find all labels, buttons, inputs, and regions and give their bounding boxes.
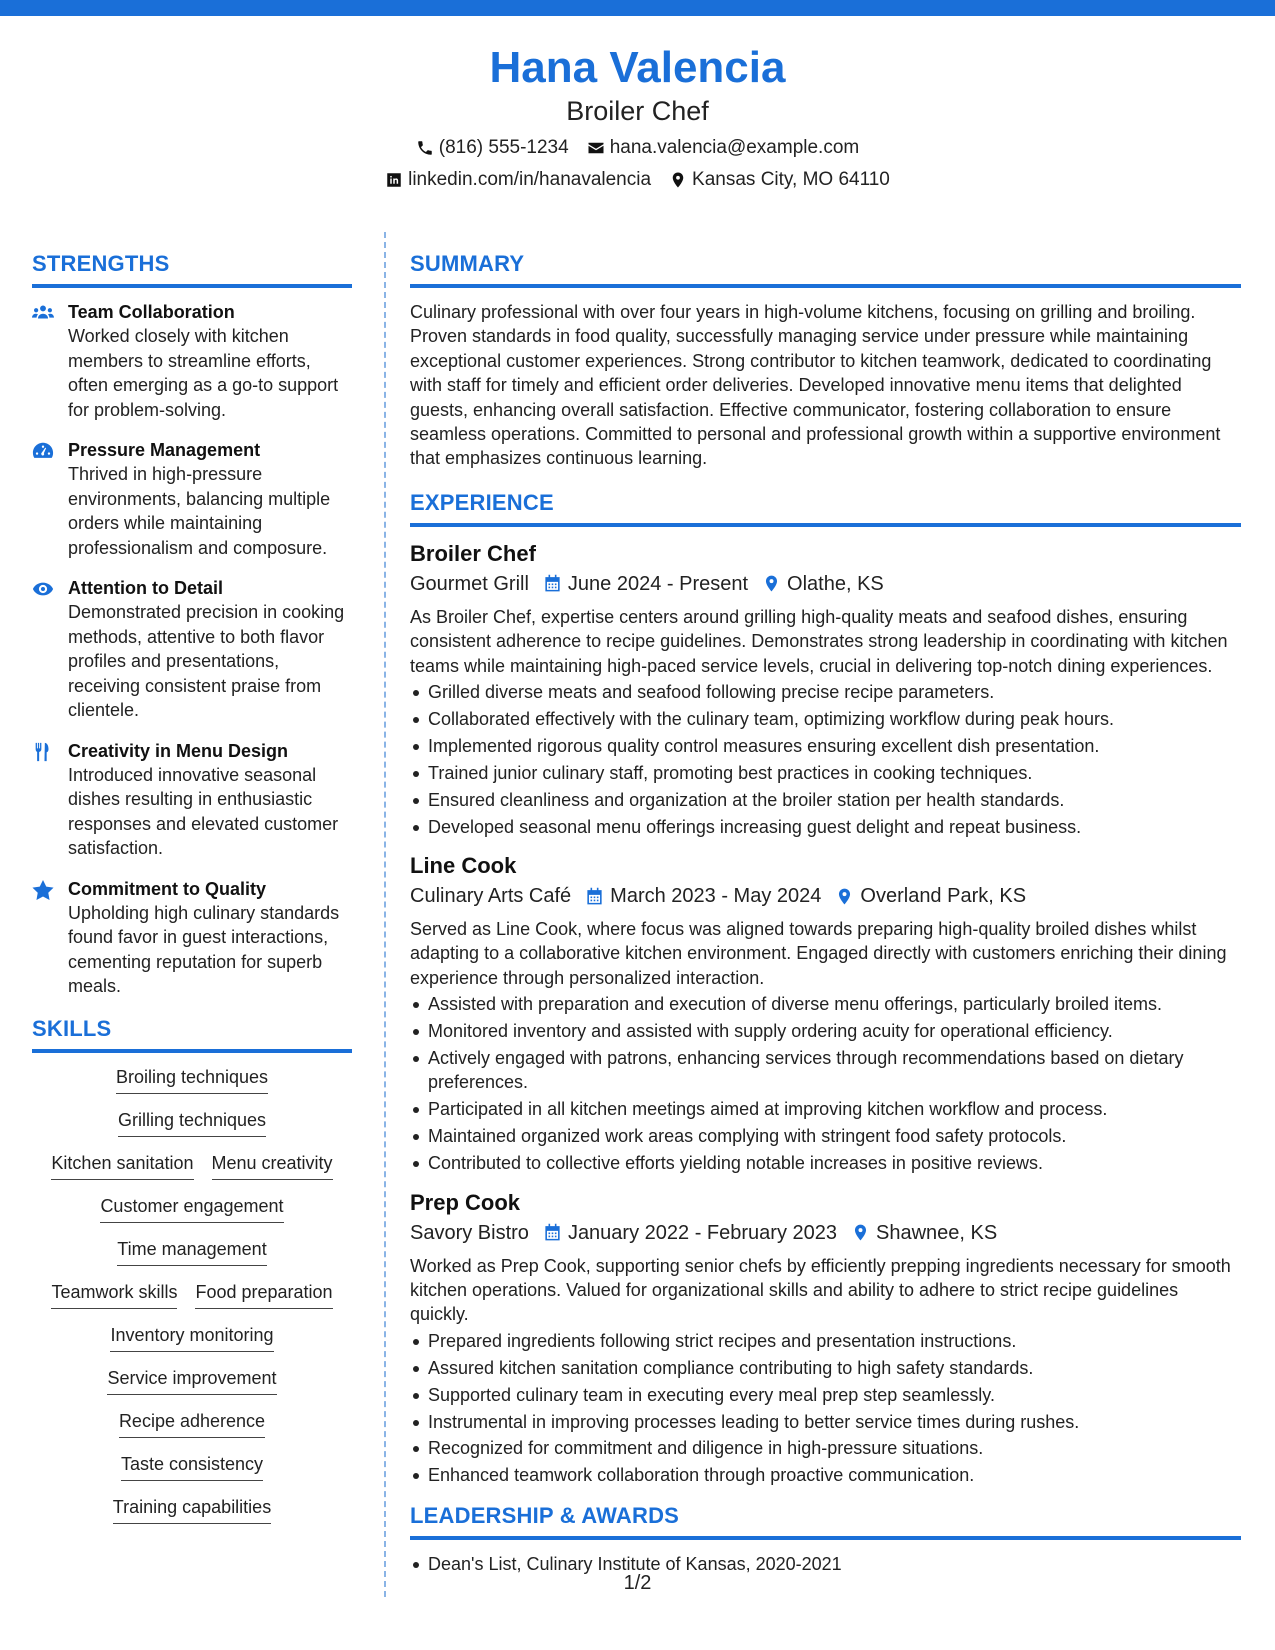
skill-tag: Kitchen sanitation [51, 1151, 193, 1180]
eye-icon [32, 579, 54, 599]
job-location: Overland Park, KS [860, 885, 1027, 907]
experience-heading: EXPERIENCE [410, 489, 1241, 527]
job-meta [410, 881, 1241, 911]
skill-tag: Grilling techniques [118, 1108, 266, 1137]
job-entry [410, 851, 1241, 1176]
strength-item [32, 576, 352, 723]
job-location: Shawnee, KS [876, 1221, 998, 1244]
job-entry [410, 1188, 1241, 1488]
job-title: Line Cook [410, 853, 517, 878]
skill-tag: Menu creativity [212, 1151, 333, 1180]
list-item: Dean's List, Culinary Institute of Kansas, 2020-2021 [410, 1552, 1241, 1576]
strength-item [32, 739, 352, 861]
strength-item [32, 300, 352, 422]
calendar-icon [543, 574, 562, 593]
job-company: Culinary Arts Café [410, 885, 572, 907]
skills-heading: SKILLS [32, 1015, 352, 1053]
list-item: Trained junior culinary staff, promoting best practices in cooking techniques. [410, 761, 1241, 785]
star-icon [32, 880, 54, 900]
list-item: Developed seasonal menu offerings increasing guest delight and repeat business. [410, 815, 1241, 839]
strengths-section [32, 250, 352, 999]
top-accent-bar [0, 0, 1275, 16]
strengths-heading: STRENGTHS [32, 250, 352, 288]
job-company: Gourmet Grill [410, 572, 529, 595]
skill-tag: Teamwork skills [51, 1280, 177, 1309]
calendar-icon [585, 887, 604, 906]
utensils-icon [32, 742, 54, 762]
job-bullets [410, 680, 1241, 839]
job-bullets [410, 992, 1241, 1175]
awards-heading: LEADERSHIP & AWARDS [410, 1502, 1241, 1540]
linkedin-icon [385, 171, 403, 189]
skills-list [32, 1065, 352, 1538]
envelope-icon [587, 139, 605, 157]
map-pin-icon [851, 1223, 870, 1242]
strength-desc: Demonstrated precision in cooking methods, attentive to both flavor profiles and presentations, receiving consistent praise from clientele. [68, 602, 345, 720]
job-description: Served as Line Cook, where focus was aligned towards preparing high-quality broiled dishes whilst adapting to a collaborative kitchen environment. Engaged directly with customers enriching their dining experience through personalized interaction. [410, 919, 1227, 988]
skill-tag: Broiling techniques [116, 1065, 268, 1094]
list-item: Participated in all kitchen meetings aimed at improving kitchen workflow and process. [410, 1097, 1241, 1121]
page-number: 1/2 [623, 1572, 652, 1594]
job-dates: March 2023 - May 2024 [610, 885, 822, 907]
skill-tag: Inventory monitoring [110, 1323, 273, 1352]
skill-tag: Service improvement [107, 1366, 276, 1395]
awards-section [410, 1502, 1241, 1576]
contact-row-2 [0, 168, 1275, 192]
list-item: Ensured cleanliness and organization at the broiler station per health standards. [410, 788, 1241, 812]
linkedin-text: linkedin.com/in/hanavalencia [408, 169, 652, 190]
strength-name: Commitment to Quality [68, 878, 267, 899]
list-item: Assisted with preparation and execution of diverse menu offerings, particularly broiled items. [410, 992, 1241, 1016]
list-item: Implemented rigorous quality control measures ensuring excellent dish presentation. [410, 734, 1241, 758]
list-item: Prepared ingredients following strict recipes and presentation instructions. [410, 1329, 1241, 1353]
resume-header [0, 40, 1275, 192]
strength-desc: Upholding high culinary standards found favor in guest interactions, cementing reputation for superb meals. [68, 902, 340, 996]
location-text: Kansas City, MO 64110 [692, 169, 890, 190]
gauge-icon [32, 441, 54, 461]
candidate-name: Hana Valencia [489, 43, 786, 92]
skill-tag: Customer engagement [100, 1194, 283, 1223]
contact-row-1 [0, 136, 1275, 160]
calendar-icon [543, 1223, 562, 1242]
map-pin-icon [835, 887, 854, 906]
list-item: Contributed to collective efforts yielding notable increases in positive reviews. [410, 1151, 1241, 1175]
strength-desc: Introduced innovative seasonal dishes resulting in enthusiastic responses and elevated customer satisfaction. [68, 764, 339, 858]
skill-tag: Training capabilities [113, 1495, 271, 1524]
right-column [410, 250, 1241, 1579]
job-location: Olathe, KS [787, 572, 884, 595]
job-description: Worked as Prep Cook, supporting senior chefs by efficiently prepping ingredients necessary for smooth kitchen operations. Valued for organizational skills and ability to adhere to strict recipe guidelines quickly. [410, 1255, 1231, 1325]
map-pin-icon [669, 171, 687, 189]
list-item: Instrumental in improving processes leading to better service times during rushes. [410, 1410, 1241, 1434]
strength-name: Attention to Detail [68, 578, 223, 598]
job-meta [410, 1218, 1241, 1248]
job-dates: June 2024 - Present [567, 572, 749, 595]
summary-text: Culinary professional with over four years in high-volume kitchens, focusing on grilling and broiling. Proven standards in food quality, successfully managing service under pressure while maintaining exceptional customer experiences. Strong contributor to kitchen teamwork, dedicated to coordinating with staff for timely and efficient order deliveries. Developed innovative menu items that delighted guests, enhancing overall satisfaction. Effective communicator, fostering collaboration to ensure seamless operations. Committed to personal and professional growth within a supportive environment that emphasizes continuous learning. [410, 302, 1221, 469]
left-column [32, 250, 352, 1538]
column-divider [384, 232, 386, 1597]
candidate-title: Broiler Chef [566, 96, 709, 126]
list-item: Enhanced teamwork collaboration through proactive communication. [410, 1463, 1241, 1487]
skills-section [32, 1015, 352, 1538]
job-dates: January 2022 - February 2023 [567, 1221, 837, 1244]
summary-heading: SUMMARY [410, 250, 1241, 288]
contact-phone[interactable] [416, 136, 569, 160]
job-company: Savory Bistro [410, 1221, 529, 1244]
strength-desc: Thrived in high-pressure environments, balancing multiple orders while maintaining professionalism and composure. [68, 464, 331, 558]
experience-section [410, 489, 1241, 1488]
skill-tag: Time management [117, 1237, 266, 1266]
strength-name: Team Collaboration [68, 302, 235, 322]
list-item: Supported culinary team in executing every meal prep step seamlessly. [410, 1383, 1241, 1407]
phone-icon [416, 139, 434, 157]
strength-name: Pressure Management [68, 440, 261, 460]
contact-email[interactable] [587, 136, 860, 160]
strength-item [32, 438, 352, 560]
email-text: hana.valencia@example.com [609, 137, 860, 158]
list-item: Maintained organized work areas complying with stringent food safety protocols. [410, 1124, 1241, 1148]
map-pin-icon [762, 574, 781, 593]
list-item: Actively engaged with patrons, enhancing services through recommendations based on dietary preferences. [410, 1046, 1241, 1095]
skill-tag: Food preparation [195, 1280, 332, 1309]
job-title: Prep Cook [410, 1189, 521, 1215]
strength-item [32, 877, 352, 999]
job-bullets [410, 1329, 1241, 1488]
strength-desc: Worked closely with kitchen members to streamline efforts, often emerging as a go-to support for problem-solving. [68, 326, 339, 420]
strength-name: Creativity in Menu Design [68, 740, 289, 761]
list-item: Monitored inventory and assisted with supply ordering acuity for operational efficiency. [410, 1019, 1241, 1043]
users-icon [32, 303, 54, 323]
list-item: Assured kitchen sanitation compliance contributing to high safety standards. [410, 1356, 1241, 1380]
summary-section [410, 250, 1241, 471]
skill-tag: Taste consistency [121, 1452, 263, 1481]
phone-text: (816) 555-1234 [438, 137, 569, 158]
list-item: Grilled diverse meats and seafood following precise recipe parameters. [410, 680, 1241, 704]
list-item: Collaborated effectively with the culinary team, optimizing workflow during peak hours. [410, 707, 1241, 731]
contact-linkedin[interactable] [385, 168, 651, 192]
job-title: Broiler Chef [410, 540, 536, 566]
job-entry [410, 539, 1241, 839]
skill-tag: Recipe adherence [119, 1409, 265, 1438]
job-description: As Broiler Chef, expertise centers around grilling high-quality meats and seafood dishes, ensuring consistent adherence to recipe guidelines. Demonstrates strong leadership in coordinating with kitchen teams while maintaining high-paced service levels, crucial in delivering top-notch dining experiences. [410, 606, 1228, 676]
job-meta [410, 569, 1241, 599]
list-item: Recognized for commitment and diligence in high-pressure situations. [410, 1436, 1241, 1460]
contact-location [669, 168, 890, 192]
